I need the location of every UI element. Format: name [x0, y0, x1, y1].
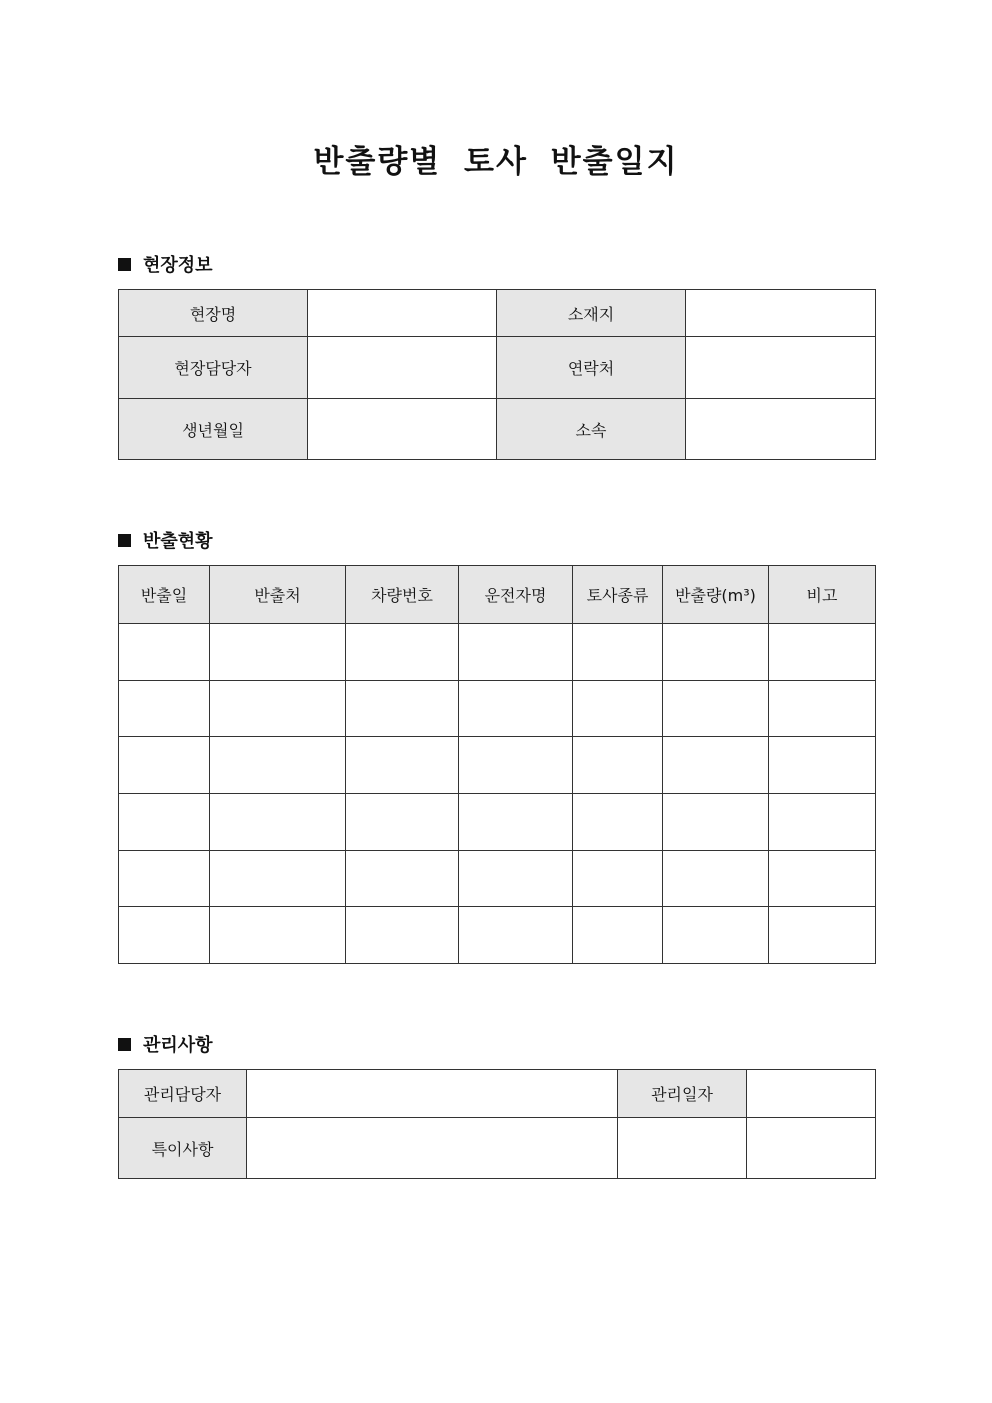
site-info-row — [119, 337, 876, 399]
management-row — [119, 1070, 876, 1118]
table-cell[interactable] — [346, 737, 459, 794]
table-cell[interactable] — [119, 794, 210, 851]
table-cell[interactable] — [663, 624, 769, 681]
notes-extra-field-1[interactable] — [618, 1118, 747, 1179]
table-cell[interactable] — [459, 794, 573, 851]
table-row — [119, 851, 876, 907]
site-info-heading-text: 현장정보 — [143, 255, 213, 276]
col-header-destination: 반출처 — [210, 566, 346, 624]
site-info-row — [119, 290, 876, 337]
notes-label: 특이사항 — [119, 1118, 247, 1179]
table-row — [119, 624, 876, 681]
table-cell[interactable] — [573, 681, 663, 737]
table-cell[interactable] — [459, 624, 573, 681]
table-cell[interactable] — [210, 907, 346, 964]
table-cell[interactable] — [769, 624, 876, 681]
table-cell[interactable] — [769, 681, 876, 737]
table-cell[interactable] — [573, 794, 663, 851]
table-cell[interactable] — [346, 907, 459, 964]
table-cell[interactable] — [663, 794, 769, 851]
table-cell[interactable] — [210, 851, 346, 907]
col-header-remarks: 비고 — [769, 566, 876, 624]
affiliation-label: 소속 — [497, 399, 686, 460]
manager-field[interactable] — [247, 1070, 618, 1118]
export-status-heading-text: 반출현황 — [143, 531, 213, 552]
table-cell[interactable] — [346, 794, 459, 851]
table-row — [119, 794, 876, 851]
table-cell[interactable] — [459, 907, 573, 964]
manager-label: 관리담당자 — [119, 1070, 247, 1118]
col-header-soil-type: 토사종류 — [573, 566, 663, 624]
table-cell[interactable] — [663, 737, 769, 794]
col-header-export-volume: 반출량(m³) — [663, 566, 769, 624]
site-manager-field[interactable] — [308, 337, 497, 399]
table-cell[interactable] — [210, 624, 346, 681]
site-info-row — [119, 399, 876, 460]
table-cell[interactable] — [459, 851, 573, 907]
export-header-row — [119, 566, 876, 624]
management-heading-text: 관리사항 — [143, 1035, 213, 1056]
table-cell[interactable] — [769, 851, 876, 907]
notes-field[interactable] — [247, 1118, 618, 1179]
site-manager-label: 현장담당자 — [119, 337, 308, 399]
birthdate-field[interactable] — [308, 399, 497, 460]
table-cell[interactable] — [573, 851, 663, 907]
management-date-label: 관리일자 — [618, 1070, 747, 1118]
square-bullet-icon — [118, 258, 131, 271]
table-cell[interactable] — [459, 681, 573, 737]
table-cell[interactable] — [210, 737, 346, 794]
table-cell[interactable] — [663, 851, 769, 907]
management-date-field[interactable] — [747, 1070, 876, 1118]
affiliation-field[interactable] — [686, 399, 876, 460]
export-status-heading — [118, 528, 213, 552]
col-header-export-date: 반출일 — [119, 566, 210, 624]
col-header-driver-name: 운전자명 — [459, 566, 573, 624]
table-cell[interactable] — [119, 851, 210, 907]
management-table — [118, 1069, 876, 1179]
notes-extra-field-2[interactable] — [747, 1118, 876, 1179]
site-info-table — [118, 289, 876, 460]
contact-field[interactable] — [686, 337, 876, 399]
table-cell[interactable] — [210, 794, 346, 851]
birthdate-label: 생년월일 — [119, 399, 308, 460]
square-bullet-icon — [118, 534, 131, 547]
table-cell[interactable] — [663, 907, 769, 964]
location-label: 소재지 — [497, 290, 686, 337]
table-row — [119, 907, 876, 964]
col-header-vehicle-number: 차량번호 — [346, 566, 459, 624]
table-cell[interactable] — [769, 794, 876, 851]
site-name-label: 현장명 — [119, 290, 308, 337]
export-status-table — [118, 565, 876, 964]
table-cell[interactable] — [119, 737, 210, 794]
site-name-field[interactable] — [308, 290, 497, 337]
table-cell[interactable] — [769, 907, 876, 964]
table-row — [119, 737, 876, 794]
site-info-heading — [118, 252, 213, 276]
table-cell[interactable] — [119, 681, 210, 737]
table-cell[interactable] — [119, 624, 210, 681]
management-heading — [118, 1032, 213, 1056]
table-cell[interactable] — [573, 907, 663, 964]
table-cell[interactable] — [663, 681, 769, 737]
table-cell[interactable] — [119, 907, 210, 964]
table-cell[interactable] — [769, 737, 876, 794]
table-cell[interactable] — [346, 624, 459, 681]
table-cell[interactable] — [573, 737, 663, 794]
table-cell[interactable] — [573, 624, 663, 681]
square-bullet-icon — [118, 1038, 131, 1051]
document-title: 반출량별 토사 반출일지 — [313, 144, 679, 180]
management-row — [119, 1118, 876, 1179]
table-cell[interactable] — [459, 737, 573, 794]
location-field[interactable] — [686, 290, 876, 337]
contact-label: 연락처 — [497, 337, 686, 399]
table-cell[interactable] — [210, 681, 346, 737]
table-cell[interactable] — [346, 851, 459, 907]
table-cell[interactable] — [346, 681, 459, 737]
table-row — [119, 681, 876, 737]
